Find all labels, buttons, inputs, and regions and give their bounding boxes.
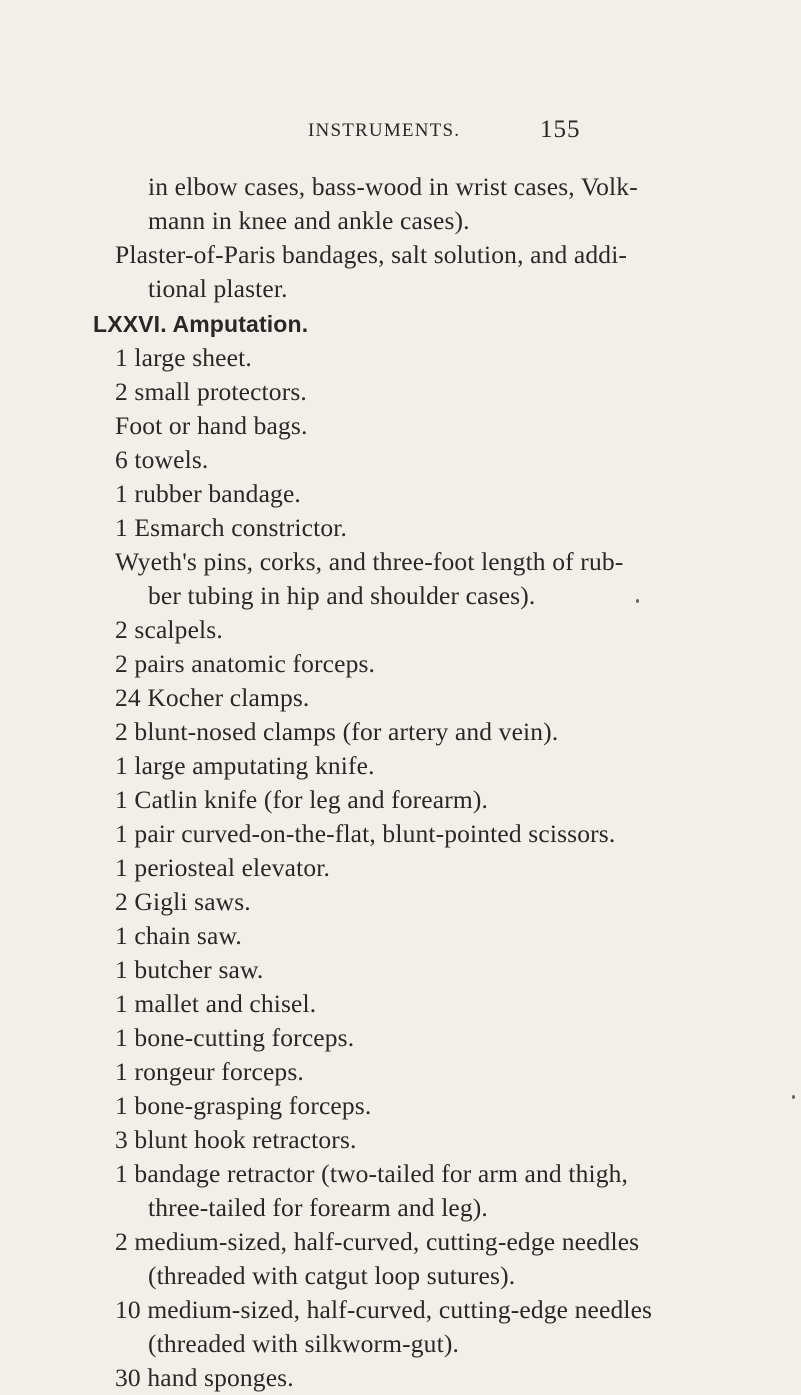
- ink-speck: [792, 1095, 795, 1099]
- list-item: 2 small protectors.: [115, 377, 307, 406]
- list-item: 1 Esmarch constrictor.: [115, 513, 348, 542]
- page-header: [0, 118, 801, 158]
- list-item: 1 bone-cutting forceps.: [115, 1023, 355, 1052]
- list-item: 1 bone-grasping forceps.: [115, 1091, 372, 1120]
- list-item-continuation: (threaded with catgut loop sutures).: [148, 1261, 516, 1290]
- list-item: 1 rongeur forceps.: [115, 1057, 304, 1086]
- list-item: 6 towels.: [115, 445, 209, 474]
- continuation-line: mann in knee and ankle cases).: [148, 206, 470, 235]
- page-number: 155: [540, 116, 581, 143]
- list-item: 1 large sheet.: [115, 343, 252, 372]
- list-item: 1 Catlin knife (for leg and forearm).: [115, 785, 489, 814]
- list-item: 1 pair curved-on-the-flat, blunt-pointed scissors.: [115, 819, 616, 848]
- list-item: 10 medium-sized, half-curved, cutting-edge needles: [115, 1295, 653, 1324]
- list-item: 24 Kocher clamps.: [115, 683, 310, 712]
- list-item: 2 pairs anatomic forceps.: [115, 649, 376, 678]
- list-item: 2 scalpels.: [115, 615, 223, 644]
- list-item-continuation: ber tubing in hip and shoulder cases).: [148, 581, 536, 610]
- list-item: 1 chain saw.: [115, 921, 242, 950]
- list-item: 1 bandage retractor (two-tailed for arm and thigh,: [115, 1159, 629, 1188]
- list-item: 1 butcher saw.: [115, 955, 264, 984]
- list-item: 1 mallet and chisel.: [115, 989, 317, 1018]
- ink-speck: [636, 599, 639, 603]
- text-line: tional plaster.: [148, 274, 288, 303]
- list-item: Foot or hand bags.: [115, 411, 308, 440]
- list-item-continuation: three-tailed for forearm and leg).: [148, 1193, 488, 1222]
- list-item: 1 rubber bandage.: [115, 479, 301, 508]
- continuation-line: in elbow cases, bass-wood in wrist cases, Volk-: [148, 172, 638, 201]
- list-item: 30 hand sponges.: [115, 1363, 294, 1392]
- list-item: 2 Gigli saws.: [115, 887, 251, 916]
- list-item: 2 medium-sized, half-curved, cutting-edge needles: [115, 1227, 640, 1256]
- list-item: 3 blunt hook retractors.: [115, 1125, 357, 1154]
- list-item: Wyeth's pins, corks, and three-foot length of rub-: [115, 547, 624, 576]
- section-heading: LXXVI. Amputation.: [93, 311, 309, 337]
- list-item: 1 periosteal elevator.: [115, 853, 331, 882]
- text-line: Plaster-of-Paris bandages, salt solution, and addi-: [115, 240, 628, 269]
- running-head: INSTRUMENTS.: [308, 120, 461, 141]
- list-item: 2 blunt-nosed clamps (for artery and vein).: [115, 717, 559, 746]
- list-item-continuation: (threaded with silkworm-gut).: [148, 1329, 459, 1358]
- list-item: 1 large amputating knife.: [115, 751, 375, 780]
